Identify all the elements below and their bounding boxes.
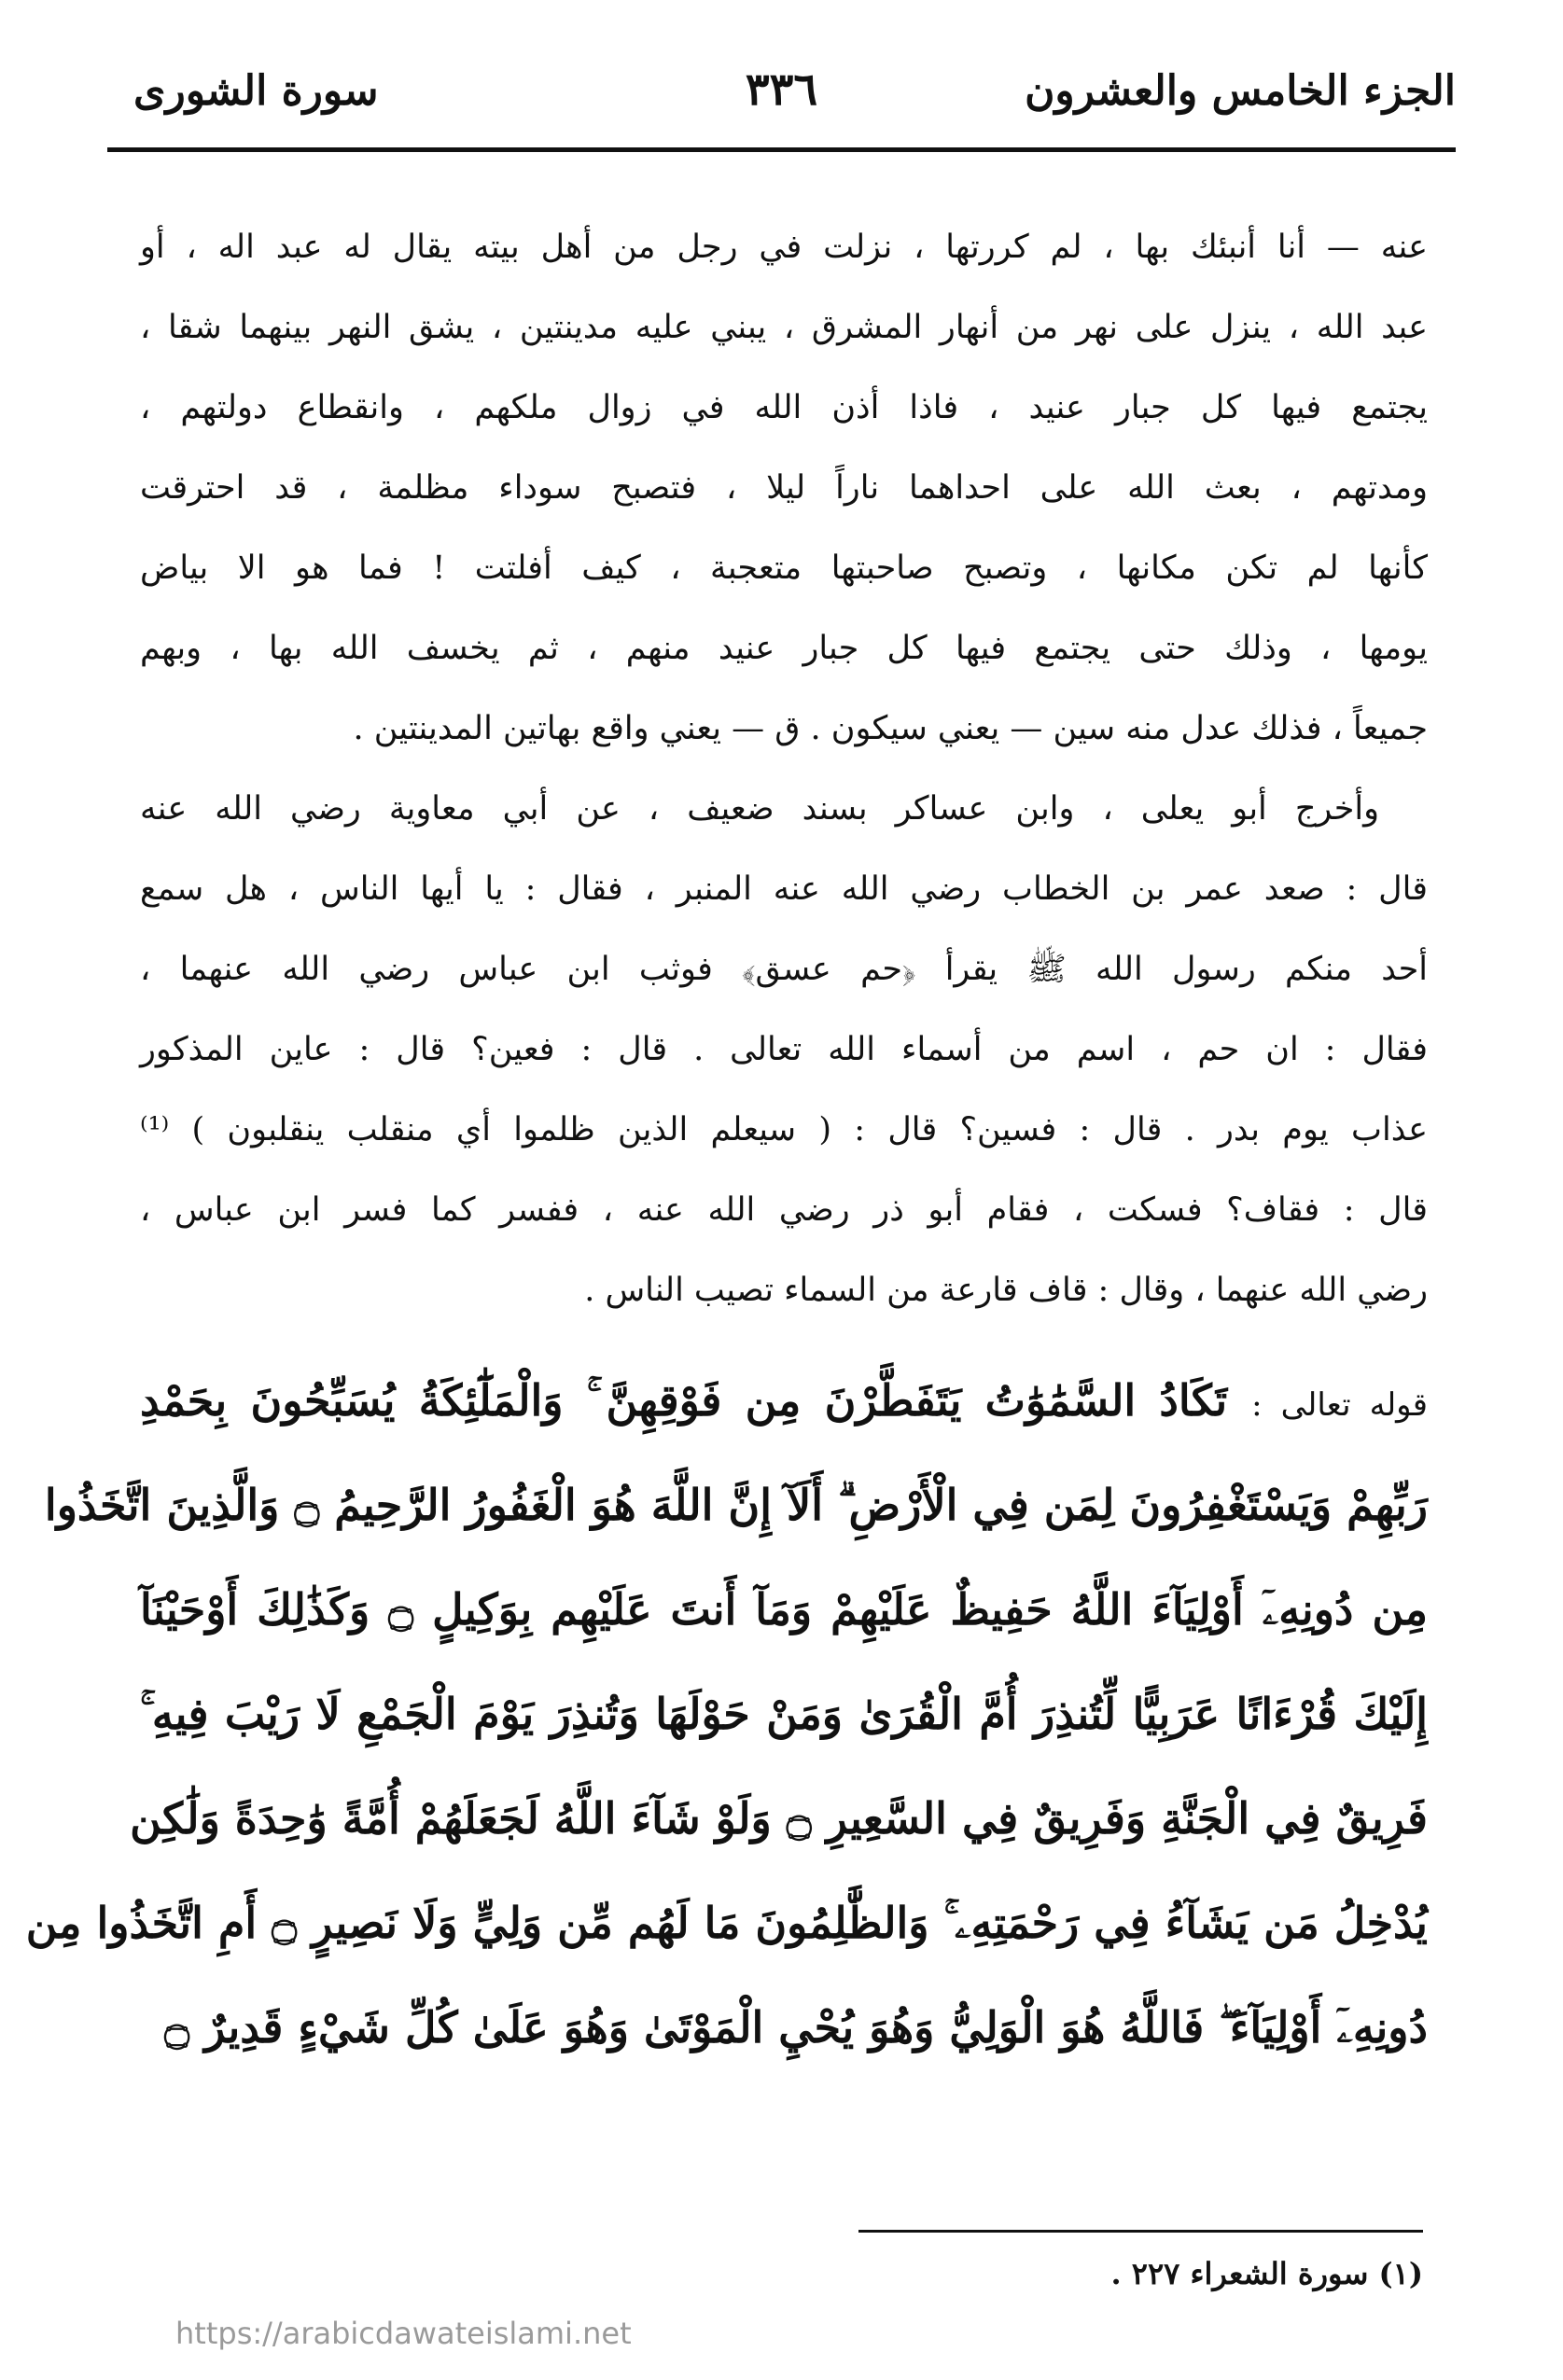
surah-title: سورة الشورى bbox=[133, 67, 379, 115]
verse-line: إِلَيْكَ قُرْءَانًا عَرَبِيًّا لِّتُنذِرَ أُمَّ الْقُرَىٰ وَمَنْ حَوْلَهَا وَتُنذِرَ يَوْمَ الْجَمْعِ لَا رَيْبَ فِيهِ ۚ bbox=[140, 1689, 1428, 1739]
verse-line: مِن دُونِهِۦٓ أَوْلِيَآءَ اللَّهُ حَفِيظٌ عَلَيْهِمْ وَمَآ أَنتَ عَلَيْهِم بِوَكِيلٍ ۝ وَكَذَٰلِكَ أَوْحَيْنَآ bbox=[140, 1584, 1428, 1635]
footnote: (١) سورة الشعراء ٢٢٧ . bbox=[1110, 2256, 1423, 2291]
verse-line: يُدْخِلُ مَن يَشَآءُ فِي رَحْمَتِهِۦ ۚ وَالظَّٰلِمُونَ مَا لَهُم مِّن وَلِيٍّ وَلَا نَصِيرٍ ۝ أَمِ اتَّخَذُوا مِن bbox=[25, 1898, 1428, 1948]
text-line: عنه — أنا أنبئك بها ، لم كررتها ، نزلت في رجل من أهل بيته يقال له عبد اله ، أو bbox=[140, 229, 1428, 266]
text-line: جميعاً ، فذلك عدل منه سين — يعني سيكون . ق — يعني واقع بهاتين المدينتين . bbox=[353, 710, 1428, 747]
verse-line bbox=[140, 1348, 1428, 1453]
footnote-divider bbox=[858, 2230, 1423, 2233]
part-title: الجزء الخامس والعشرون bbox=[1025, 67, 1456, 115]
text-line: فقال : ان حم ، اسم من أسماء الله تعالى . قال : فعين؟ قال : عاين المذكور bbox=[140, 1031, 1428, 1068]
text-line: قال : فقاف؟ فسكت ، فقام أبو ذر رضي الله عنه ، ففسر كما فسر ابن عباس ، bbox=[140, 1191, 1428, 1229]
text-line: عبد الله ، ينزل على نهر من أنهار المشرق ، يبني عليه مدينتين ، يشق النهر بينهما شقا ، bbox=[140, 309, 1428, 346]
text-line: كأنها لم تكن مكانها ، وتصبح صاحبتها متعجبة ، كيف أفلتت ! فما هو الا بياض bbox=[140, 550, 1428, 587]
verse-line: فَرِيقٌ فِي الْجَنَّةِ وَفَرِيقٌ فِي السَّعِيرِ ۝ وَلَوْ شَآءَ اللَّهُ لَجَعَلَهُمْ أُمَّةً وَٰحِدَةً وَلَٰكِن bbox=[130, 1793, 1428, 1844]
verse-intro: قوله تعالى : bbox=[1251, 1386, 1428, 1424]
commentary-text bbox=[140, 207, 1428, 1330]
text-line: أحد منكم رسول الله ﷺ يقرأ ﴿حم عسق﴾ فوثب ابن عباس رضي الله عنهما ، bbox=[140, 951, 1428, 988]
text-line: رضي الله عنهما ، وقال : قاف قارعة من السماء تصيب الناس . bbox=[584, 1272, 1428, 1309]
verse-text: تَكَادُ السَّمَٰوَٰتُ يَتَفَطَّرْنَ مِن فَوْقِهِنَّ ۚ وَالْمَلَٰٓئِكَةُ يُسَبِّحُونَ بِحَمْدِ bbox=[140, 1375, 1228, 1426]
verse-line: دُونِهِۦٓ أَوْلِيَآءَ ۖ فَاللَّهُ هُوَ الْوَلِيُّ وَهُوَ يُحْيِ الْمَوْتَىٰ وَهُوَ عَلَىٰ كُلِّ شَيْءٍ قَدِيرٌ ۝ bbox=[164, 2002, 1428, 2053]
page-number: ٣٣٦ bbox=[745, 63, 818, 116]
verse-line: رَبِّهِمْ وَيَسْتَغْفِرُونَ لِمَن فِي الْأَرْضِ ۗ أَلَآ إِنَّ اللَّهَ هُوَ الْغَفُورُ الرَّحِيمُ ۝ وَالَّذِينَ اتَّخَذُوا bbox=[44, 1480, 1428, 1530]
text-line: يومها ، وذلك حتى يجتمع فيها كل جبار عنيد منهم ، ثم يخسف الله بها ، وبهم bbox=[140, 630, 1428, 667]
header-divider bbox=[107, 147, 1456, 152]
quran-verses bbox=[25, 1348, 1428, 2080]
text-line: قال : صعد عمر بن الخطاب رضي الله عنه المنبر ، فقال : يا أيها الناس ، هل سمع bbox=[140, 870, 1428, 908]
text-line: عذاب يوم بدر . قال : فسين؟ قال : ( سيعلم الذين ظلموا أي منقلب ينقلبون ) ⁽¹⁾ bbox=[140, 1111, 1428, 1148]
watermark-url: https://arabicdawateislami.net bbox=[175, 2316, 632, 2351]
text-line: يجتمع فيها كل جبار عنيد ، فاذا أذن الله في زوال ملكهم ، وانقطاع دولتهم ، bbox=[140, 389, 1428, 426]
page-header bbox=[107, 58, 1456, 151]
text-line: ومدتهم ، بعث الله على احداهما ناراً ليلا ، فتصبح سوداء مظلمة ، قد احترقت bbox=[140, 469, 1428, 507]
text-line: وأخرج أبو يعلى ، وابن عساكر بسند ضعيف ، عن أبي معاوية رضي الله عنه bbox=[140, 790, 1379, 828]
